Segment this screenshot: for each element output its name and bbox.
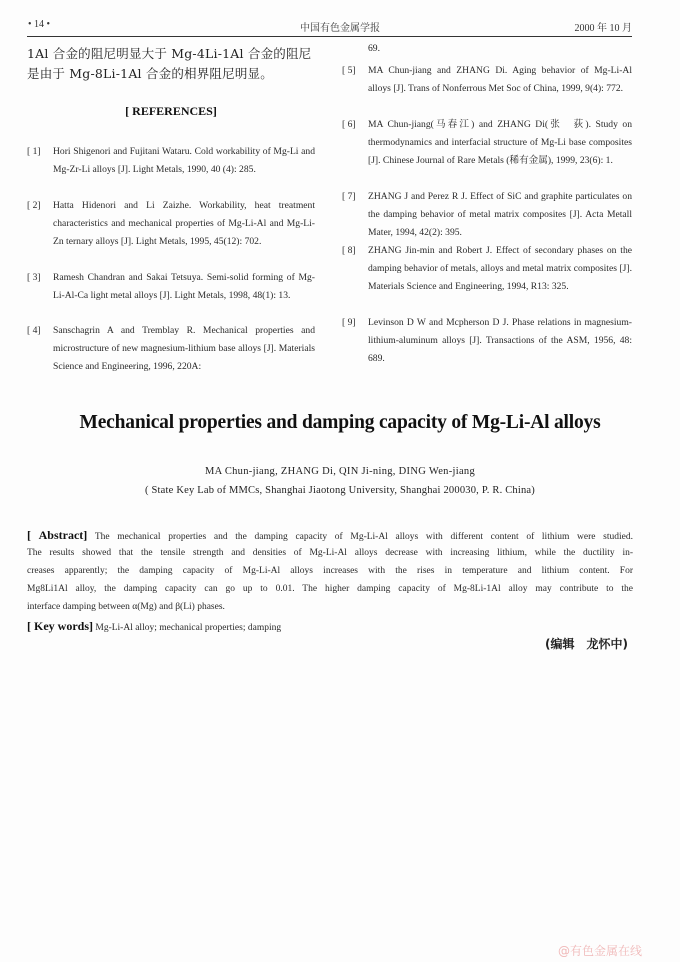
abstract-label: [ Abstract] — [27, 528, 88, 542]
journal-name: 中国有色金属学报 — [300, 23, 380, 34]
body-text-line: 1Al 合金的阻尼明显大于 Mg-4Li-1Al 合金的阻尼 — [27, 46, 312, 61]
abstract-line: interface damping between α(Mg) and β(Li) phases. — [27, 602, 225, 612]
reference-number: [ 6] — [342, 119, 356, 130]
reference-number: [ 2] — [27, 200, 41, 211]
page-number: • 14 • — [28, 19, 51, 30]
reference-text: Sanschagrin A and Tremblay R. Mechanical properties and microstructure of new magnesium-lithium base alloys [J]. Materials Science and Engineering, 1996, 220A: — [53, 325, 315, 372]
abstract-text: The mechanical properties and the damping capacity of Mg-Li-Al alloys with different content of lithium were studied. — [94, 532, 633, 542]
article-title: Mechanical properties and damping capacity of Mg-Li-Al alloys — [79, 412, 601, 433]
reference-number: [ 9] — [342, 317, 356, 328]
reference-number: [ 7] — [342, 191, 356, 202]
reference-text: MA Chun-jiang(马春江) and ZHANG Di(张 荻). Study on thermodynamics and interfacial structure of Mg-Li base composites [J]. Chinese Journal of Rare Metals (稀有金属), 1999, 23(6): 1. — [368, 119, 632, 166]
article-authors: MA Chun-jiang, ZHANG Di, QIN Ji-ning, DING Wen-jiang — [204, 466, 476, 477]
issue-date: 2000 年 10 月 — [574, 23, 632, 34]
reference-text: ZHANG J and Perez R J. Effect of SiC and graphite particulates on the damping behavior of metal matrix composites [J]. Acta Metall Mater, 1994, 42(2): 395. — [368, 191, 632, 238]
references-heading: [ REFERENCES] — [125, 104, 217, 118]
reference-number: [ 5] — [342, 65, 356, 76]
watermark: @有色金属在线 — [557, 944, 642, 958]
reference-number: [ 1] — [27, 146, 41, 157]
keywords-label: [ Key words] — [27, 619, 93, 633]
reference-text: ZHANG Jin-min and Robert J. Effect of secondary phases on the damping behavior of metals, alloys and metal matrix composites [J]. Materials Science and Engineering, 1994, R13: 325. — [368, 245, 632, 292]
reference-text: Hatta Hidenori and Li Zaizhe. Workability, heat treatment characteristics and mechanical properties of Mg-Li-Al and Mg-Li-Zn ternary alloys [J]. Light Metals, 1995, 45(12): 702. — [53, 200, 315, 247]
reference-text: Levinson D W and Mcpherson D J. Phase relations in magnesium-lithium-aluminum alloys [J]. Transactions of the ASM, 1956, 48: 689. — [368, 317, 632, 364]
editor-note: (编辑 龙怀中) — [545, 637, 628, 651]
abstract-line: Mg8Li1Al alloy, the damping capacity can go up to 0.01. The higher damping capacity of Mg-8Li-1Al alloy may contribute to the — [27, 584, 633, 594]
reference-number: [ 4] — [27, 325, 41, 336]
reference-number: [ 8] — [342, 245, 356, 256]
article-affiliation: ( State Key Lab of MMCs, Shanghai Jiaotong University, Shanghai 200030, P. R. China) — [144, 485, 535, 496]
keywords-text: Mg-Li-Al alloy; mechanical properties; damping — [95, 623, 282, 633]
abstract-line: The results showed that the tensile strength and densities of Mg-Li-Al alloys decrease with increasing lithium, while the ductility in- — [27, 548, 633, 558]
reference-continuation: 69. — [368, 43, 380, 54]
reference-text: Hori Shigenori and Fujitani Wataru. Cold workability of Mg-Li and Mg-Zr-Li alloys [J]. Light Metals, 1990, 40 (4): 285. — [53, 146, 315, 175]
abstract-line: creases apparently; the damping capacity of Mg-Li-Al alloys increases with the rises in temperature and lithium content. For — [27, 566, 633, 576]
abstract-line — [27, 526, 633, 546]
reference-number: [ 3] — [27, 272, 41, 283]
reference-text: MA Chun-jiang and ZHANG Di. Aging behavior of Mg-Li-Al alloys [J]. Trans of Nonferrous Met Soc of China, 1999, 9(4): 772. — [368, 65, 632, 94]
body-text-line: 是由于 Mg-8Li-1Al 合金的相界阻尼明显。 — [27, 66, 273, 81]
header-rule — [27, 36, 632, 37]
reference-text: Ramesh Chandran and Sakai Tetsuya. Semi-solid forming of Mg-Li-Al-Ca light metal alloys [J]. Light Metals, 1998, 48(1): 13. — [53, 272, 315, 301]
keywords-line — [27, 617, 281, 637]
